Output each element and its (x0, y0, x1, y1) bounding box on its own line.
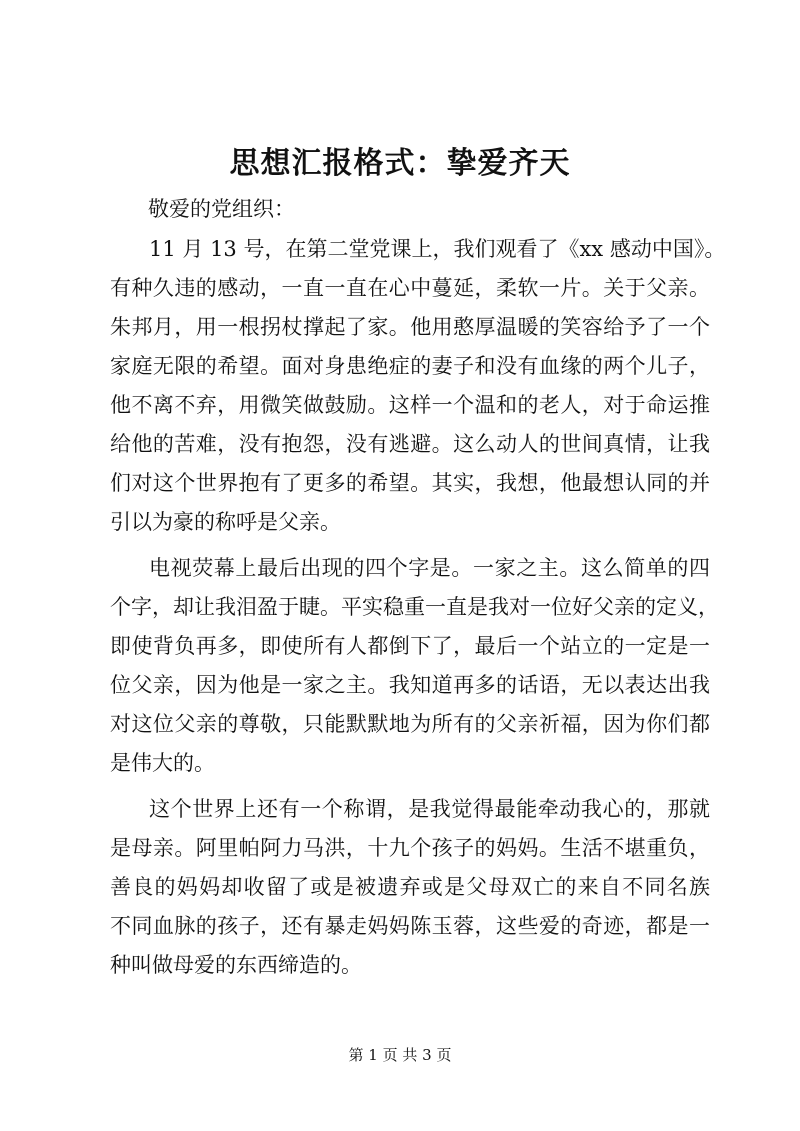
paragraph-line: 即使背负再多，即使所有人都倒下了，最后一个站立的一定是一 (110, 634, 710, 658)
paragraph-line: 这个世界上还有一个称谓，是我觉得最能牵动我心的，那就 (149, 797, 710, 821)
paragraph-line: 引以为豪的称呼是父亲。 (110, 510, 341, 534)
paragraph-line: 位父亲，因为他是一家之主。我知道再多的话语，无以表达出我 (110, 673, 710, 697)
paragraph-head-of-family (110, 549, 719, 783)
paragraph-line: 是母亲。阿里帕阿力马洪，十九个孩子的妈妈。生活不堪重负， (110, 836, 710, 860)
paragraph-line: 家庭无限的希望。面对身患绝症的妻子和没有血缘的两个儿子， (110, 354, 710, 378)
paragraph-line: 他不离不弃，用微笑做鼓励。这样一个温和的老人，对于命运推 (110, 393, 710, 417)
paragraph-line: 种叫做母爱的东西缔造的。 (110, 953, 362, 977)
paragraph-line: 不同血脉的孩子，还有暴走妈妈陈玉蓉，这些爱的奇迹，都是一 (110, 914, 710, 938)
paragraph-line: 善良的妈妈却收留了或是被遗弃或是父母双亡的来自不同名族 (110, 875, 710, 899)
paragraph-line: 有种久违的感动，一直一直在心中蔓延，柔软一片。关于父亲。 (110, 276, 710, 300)
paragraph-line: 11 月 13 号，在第二堂党课上，我们观看了《xx 感动中国》。 (149, 237, 726, 261)
paragraph-line: 给他的苦难，没有抱怨，没有逃避。这么动人的世间真情，让我 (110, 432, 710, 456)
paragraph-line: 个字，却让我泪盈于睫。平实稳重一直是我对一位好父亲的定义， (110, 595, 719, 619)
paragraph-line: 是伟大的。 (110, 751, 215, 775)
paragraph-line: 朱邦月，用一根拐杖撑起了家。他用憨厚温暖的笑容给予了一个 (110, 315, 710, 339)
salutation: 敬爱的党组织： (148, 197, 295, 221)
paragraph-line: 对这位父亲的尊敬，只能默默地为所有的父亲祈福，因为你们都 (110, 712, 710, 736)
paragraph-line: 们对这个世界抱有了更多的希望。其实，我想，他最想认同的并 (110, 471, 710, 495)
paragraph-father (110, 230, 726, 542)
paragraph-line: 电视荧幕上最后出现的四个字是。一家之主。这么简单的四 (149, 556, 710, 580)
document-title: 思想汇报格式：挚爱齐天 (229, 146, 571, 181)
page-number-footer: 第 1 页 共 3 页 (348, 1046, 452, 1064)
paragraph-mother (110, 790, 710, 985)
